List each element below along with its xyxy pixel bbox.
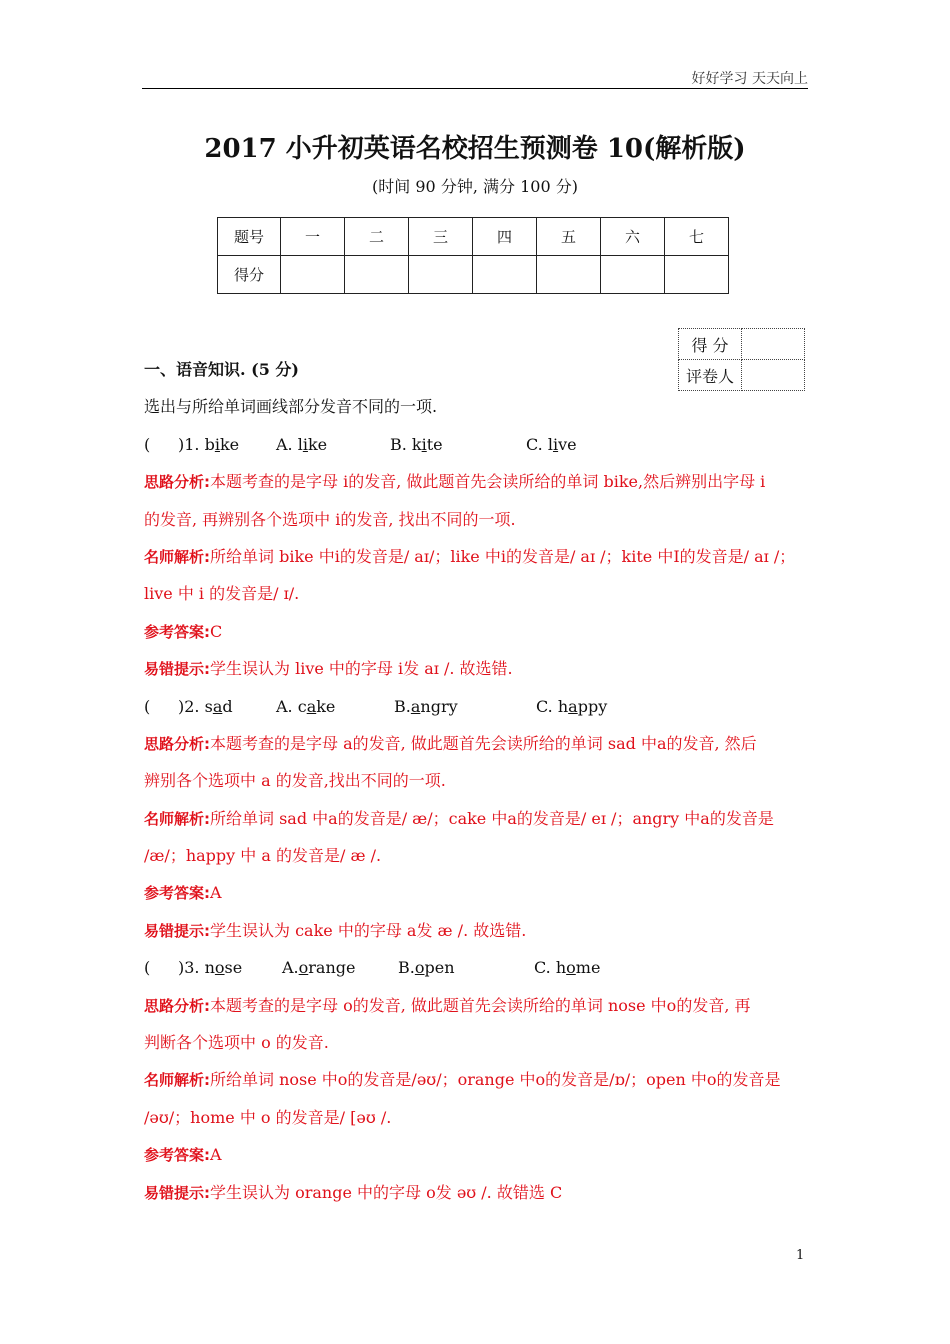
option-text: A. c bbox=[276, 696, 307, 716]
score-table-header-row bbox=[218, 218, 729, 256]
analysis-line bbox=[144, 467, 794, 504]
header-rule bbox=[142, 88, 808, 89]
page-title: 2017 小升初英语名校招生预测卷 10(解析版) bbox=[204, 134, 746, 164]
score-table-col: 六 bbox=[601, 218, 665, 256]
answer-value: C bbox=[210, 621, 223, 641]
answer-value: A bbox=[210, 1145, 222, 1165]
answer-line bbox=[144, 878, 794, 915]
grader-name-label: 评卷人 bbox=[679, 360, 742, 391]
underlined-letter: i bbox=[214, 434, 220, 454]
score-table-col: 二 bbox=[345, 218, 409, 256]
underlined-letter: o bbox=[566, 958, 576, 978]
score-table-col: 一 bbox=[281, 218, 345, 256]
score-cell bbox=[409, 256, 473, 294]
question-line bbox=[144, 430, 794, 467]
option-text: ppy bbox=[577, 696, 608, 716]
score-table-col: 三 bbox=[409, 218, 473, 256]
underlined-letter: o bbox=[414, 958, 425, 978]
score-table-score-row bbox=[218, 256, 729, 294]
tip-line bbox=[144, 916, 794, 953]
teacher-line bbox=[144, 1065, 794, 1102]
option-text: A. bbox=[282, 958, 299, 978]
answer-paren: ( bbox=[144, 434, 151, 454]
option-b bbox=[390, 430, 526, 460]
word-text: )3. n bbox=[178, 958, 215, 978]
option-a bbox=[276, 692, 394, 722]
score-table bbox=[217, 217, 729, 294]
question-line bbox=[144, 692, 794, 729]
tip-label: 易错提示: bbox=[144, 1183, 210, 1202]
option-text: C. h bbox=[534, 958, 567, 978]
option-text: ngry bbox=[420, 696, 458, 716]
teacher-line bbox=[144, 804, 794, 841]
page-subtitle: (时间 90 分钟, 满分 100 分) bbox=[372, 177, 578, 196]
analysis-text: 本题考查的是字母 o的发音, 做此题首先会读所给的单词 nose 中o的发音, 再 bbox=[210, 995, 751, 1015]
option-text: me bbox=[575, 958, 601, 978]
underlined-letter: i bbox=[421, 434, 427, 454]
tip-text: 学生误认为 orange 中的字母 o发 əʊ /. 故错选 C bbox=[210, 1182, 563, 1202]
score-table-row-label: 题号 bbox=[218, 218, 281, 256]
analysis-line bbox=[144, 991, 794, 1028]
option-a bbox=[282, 953, 398, 983]
score-cell bbox=[473, 256, 537, 294]
section-heading: 一、语音知识. (5 分) bbox=[144, 360, 299, 379]
teacher-label: 名师解析: bbox=[144, 547, 210, 566]
tip-line bbox=[144, 1178, 794, 1215]
header-motto: 好好学习 天天向上 bbox=[691, 71, 808, 87]
score-cell bbox=[281, 256, 345, 294]
grader-score-label: 得 分 bbox=[679, 329, 742, 360]
teacher-line bbox=[144, 542, 794, 579]
score-table-col: 五 bbox=[537, 218, 601, 256]
teacher-text: 所给单词 sad 中a的发音是/ æ/；cake 中a的发音是/ eɪ /；angry 中a的发音是 bbox=[210, 808, 774, 828]
option-text: pen bbox=[424, 958, 455, 978]
underlined-letter: a bbox=[410, 696, 421, 716]
option-c bbox=[534, 953, 600, 983]
answer-label: 参考答案: bbox=[144, 1146, 210, 1165]
analysis-line-cont: 的发音, 再辨别各个选项中 i的发音, 找出不同的一项. bbox=[144, 509, 516, 529]
analysis-line-cont: 判断各个选项中 o 的发音. bbox=[144, 1033, 329, 1053]
score-cell bbox=[345, 256, 409, 294]
answer-line bbox=[144, 1140, 794, 1177]
tip-label: 易错提示: bbox=[144, 660, 210, 679]
word-text: ke bbox=[219, 434, 240, 454]
underlined-letter: o bbox=[298, 958, 309, 978]
word-text: )2. s bbox=[178, 696, 213, 716]
underlined-letter: a bbox=[212, 696, 223, 716]
option-c bbox=[536, 692, 607, 722]
question-word bbox=[178, 430, 276, 460]
option-text: range bbox=[308, 958, 356, 978]
underlined-letter: i bbox=[302, 434, 308, 454]
question-word bbox=[178, 953, 282, 983]
teacher-text: 所给单词 nose 中o的发音是/əʊ/；orange 中o的发音是/ɒ/；open 中o的发音是 bbox=[210, 1070, 781, 1090]
tip-text: 学生误认为 live 中的字母 i发 aɪ /. 故选错. bbox=[210, 659, 513, 679]
answer-paren: ( bbox=[144, 958, 151, 978]
option-text: te bbox=[426, 434, 443, 454]
option-text: C. l bbox=[526, 434, 553, 454]
tip-text: 学生误认为 cake 中的字母 a发 æ /. 故选错. bbox=[210, 920, 527, 940]
tip-line bbox=[144, 654, 794, 691]
teacher-line-cont: live 中 i 的发音是/ ɪ/. bbox=[144, 584, 300, 604]
answer-line bbox=[144, 617, 794, 654]
tip-label: 易错提示: bbox=[144, 921, 210, 940]
answer-value: A bbox=[210, 883, 222, 903]
option-b bbox=[394, 692, 536, 722]
analysis-text: 本题考查的是字母 a的发音, 做此题首先会读所给的单词 sad 中a的发音, 然后 bbox=[210, 733, 757, 753]
answer-paren: ( bbox=[144, 696, 151, 716]
analysis-text: 本题考查的是字母 i的发音, 做此题首先会读所给的单词 bike,然后辨别出字母 i bbox=[210, 472, 766, 492]
option-b bbox=[398, 953, 534, 983]
score-table-col: 七 bbox=[665, 218, 729, 256]
teacher-line-cont: /æ/；happy 中 a 的发音是/ æ /. bbox=[144, 846, 382, 866]
analysis-label: 思路分析: bbox=[144, 996, 210, 1015]
teacher-label: 名师解析: bbox=[144, 1071, 210, 1090]
option-text: B. k bbox=[390, 434, 422, 454]
underlined-letter: i bbox=[552, 434, 559, 454]
analysis-label: 思路分析: bbox=[144, 734, 210, 753]
answer-label: 参考答案: bbox=[144, 884, 210, 903]
answer-label: 参考答案: bbox=[144, 622, 210, 641]
option-text: B. bbox=[398, 958, 415, 978]
section-instruction: 选出与所给单词画线部分发音不同的一项. bbox=[144, 397, 438, 417]
section-content bbox=[144, 355, 794, 1215]
option-a bbox=[276, 430, 390, 460]
underlined-letter: o bbox=[214, 958, 225, 978]
analysis-label: 思路分析: bbox=[144, 473, 210, 492]
option-text: ve bbox=[558, 434, 577, 454]
underlined-letter: a bbox=[306, 696, 317, 716]
score-cell bbox=[665, 256, 729, 294]
word-text: d bbox=[222, 696, 233, 716]
score-table-col: 四 bbox=[473, 218, 537, 256]
analysis-line bbox=[144, 729, 794, 766]
option-text: C. h bbox=[536, 696, 569, 716]
teacher-line-cont: /əʊ/；home 中 o 的发音是/ [əʊ /. bbox=[144, 1107, 392, 1127]
word-text: se bbox=[224, 958, 243, 978]
teacher-text: 所给单词 bike 中i的发音是/ aɪ/；like 中i的发音是/ aɪ /；kite 中I的发音是/ aɪ /； bbox=[210, 546, 796, 566]
score-cell bbox=[601, 256, 665, 294]
option-c bbox=[526, 430, 577, 460]
question-line bbox=[144, 953, 794, 990]
option-text: ke bbox=[316, 696, 336, 716]
option-text: B. bbox=[394, 696, 411, 716]
score-cell bbox=[537, 256, 601, 294]
word-text: )1. b bbox=[178, 434, 215, 454]
analysis-line-cont: 辨别各个选项中 a 的发音,找出不同的一项. bbox=[144, 771, 446, 791]
option-text: ke bbox=[307, 434, 328, 454]
page-number: 1 bbox=[796, 1248, 805, 1263]
underlined-letter: a bbox=[568, 696, 578, 716]
option-text: A. l bbox=[276, 434, 303, 454]
question-word bbox=[178, 692, 276, 722]
teacher-label: 名师解析: bbox=[144, 809, 210, 828]
score-table-row-label: 得分 bbox=[218, 256, 281, 294]
